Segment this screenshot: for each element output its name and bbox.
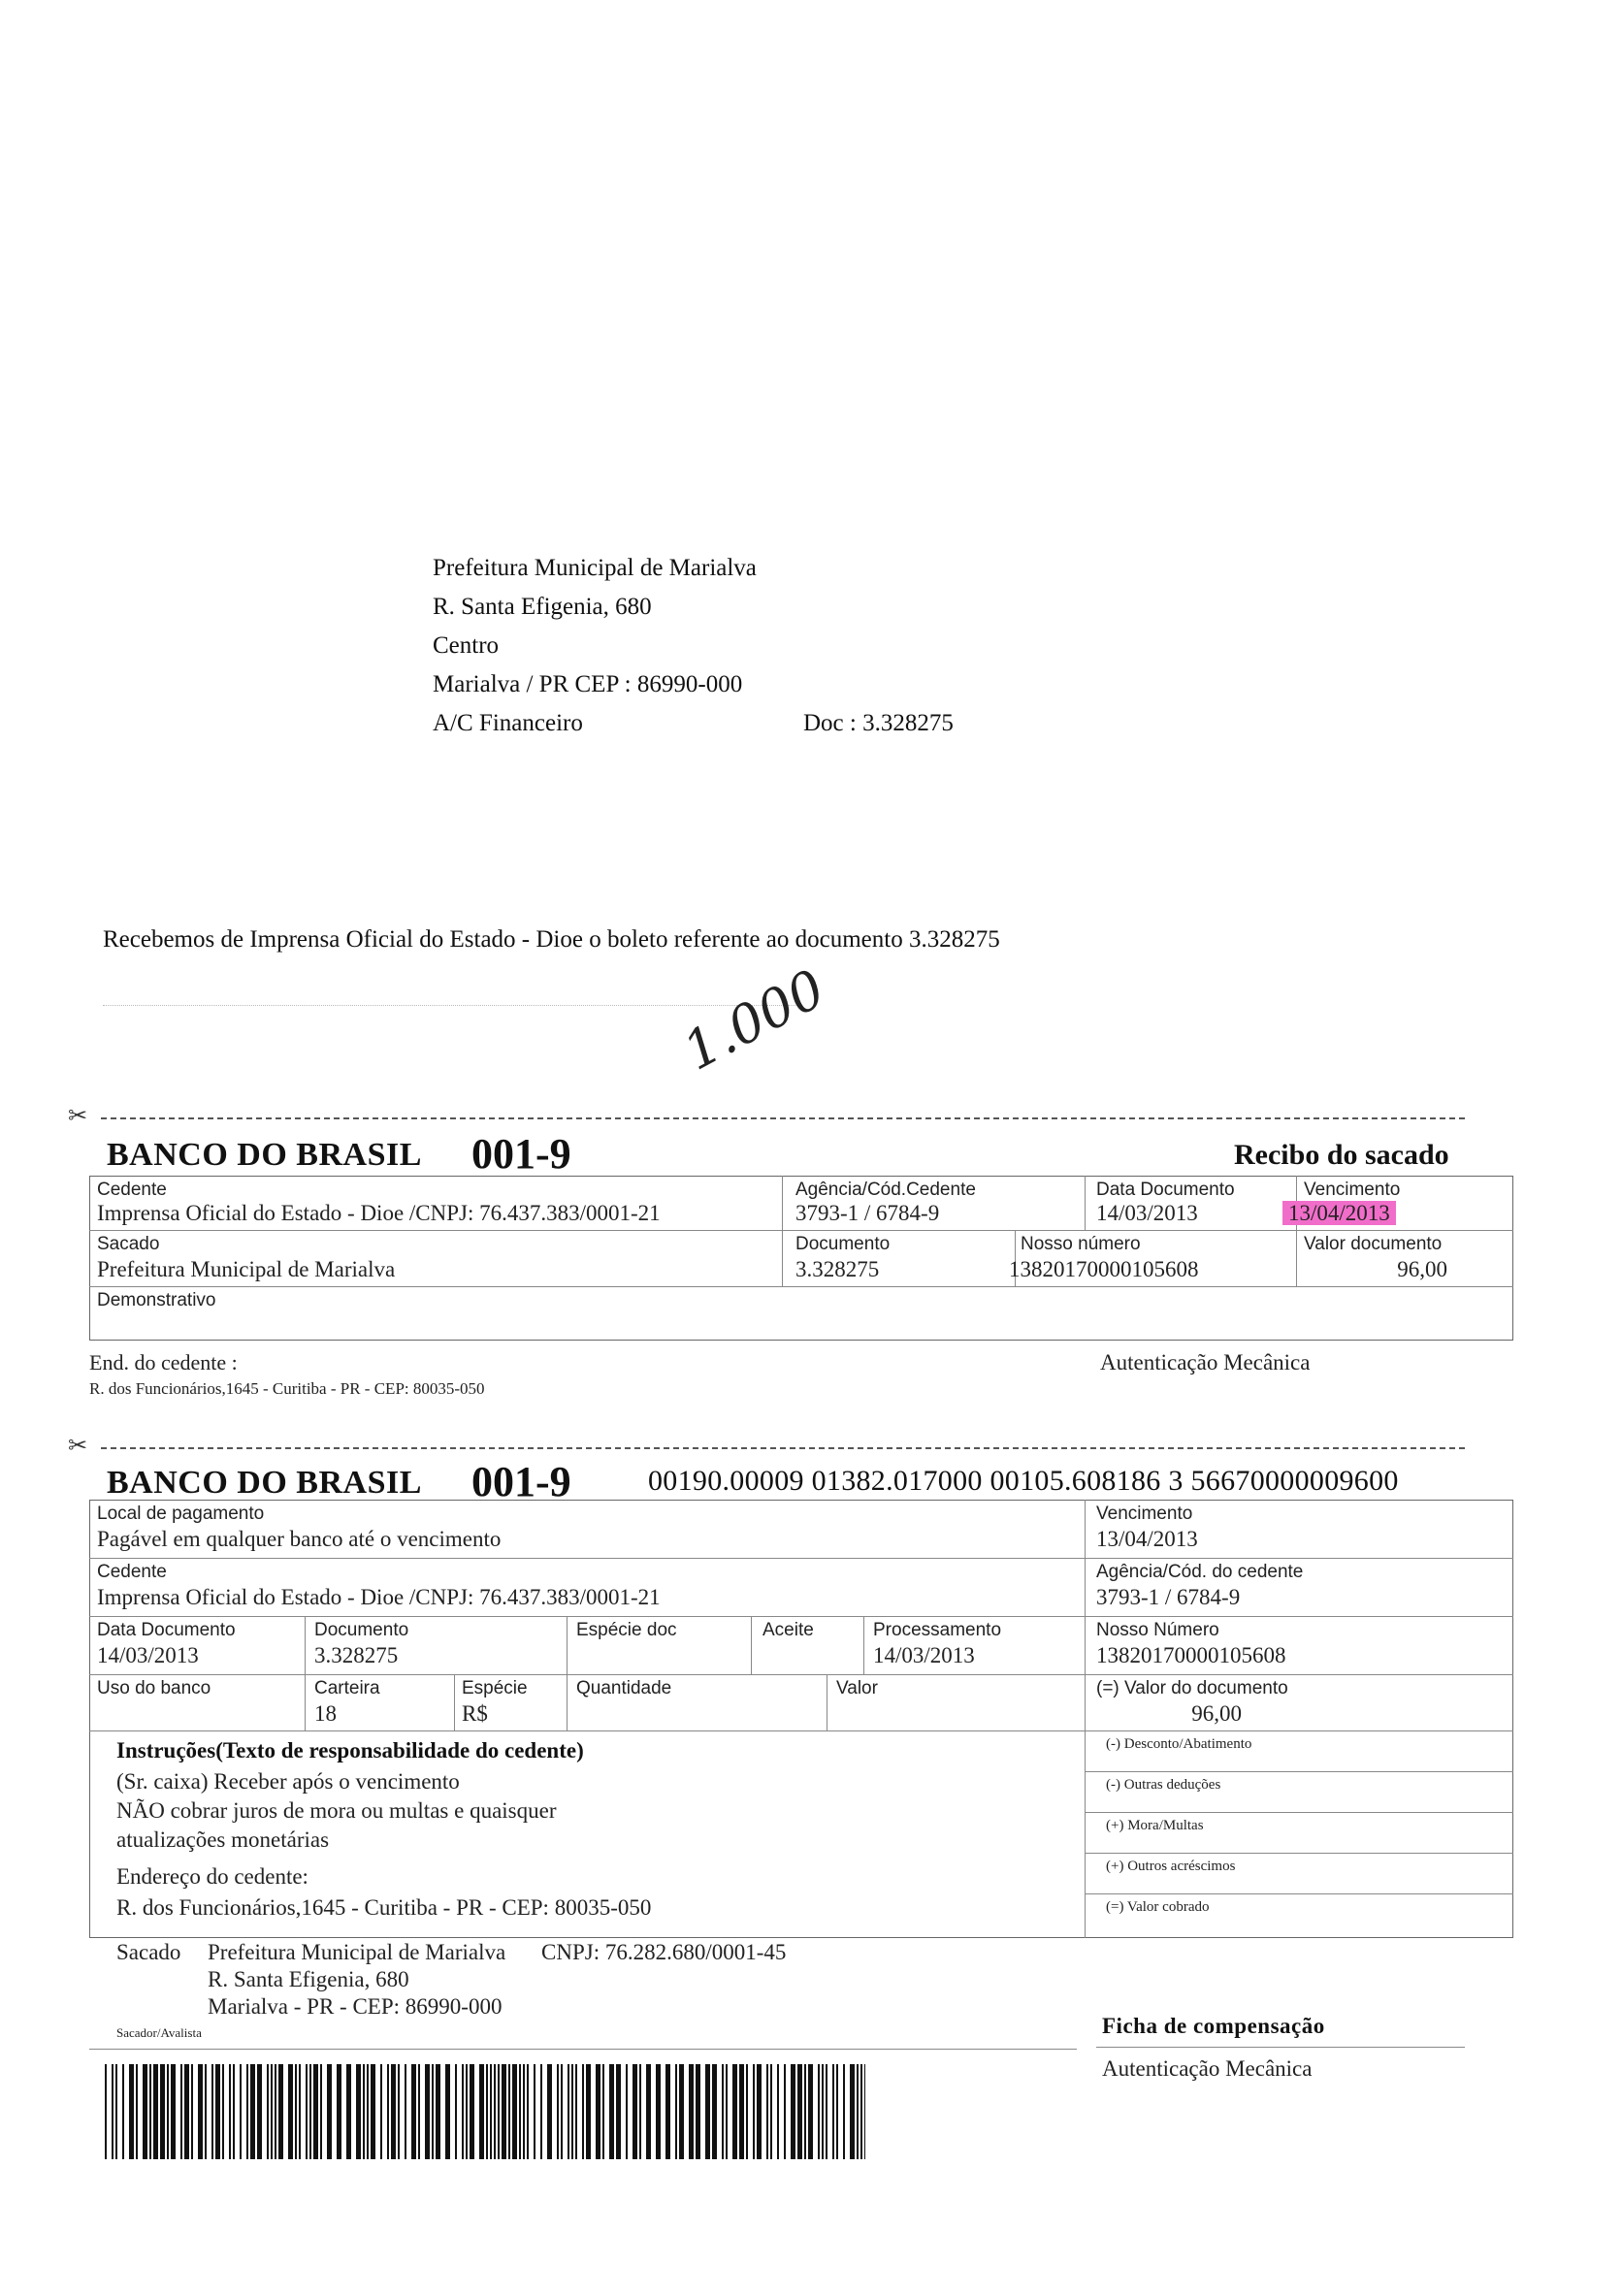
barcode-bar: [757, 2064, 762, 2159]
recibo-data-doc-value: 14/03/2013: [1096, 1201, 1198, 1225]
barcode-bar: [143, 2064, 147, 2159]
ficha-vline-d: [863, 1616, 864, 1674]
barcode-bar: [112, 2064, 114, 2159]
barcode-bar: [832, 2064, 834, 2159]
barcode-bar: [797, 2064, 802, 2159]
barcode-bar: [466, 2064, 468, 2159]
ficha-title-line: [1096, 2047, 1465, 2048]
cut-line-1: [101, 1117, 1465, 1119]
ficha-valor-cobrado-label: (=) Valor cobrado: [1106, 1899, 1210, 1915]
recipient-street: R. Santa Efigenia, 680: [433, 594, 652, 620]
barcode-bar: [512, 2064, 517, 2159]
ficha-row-line-2: [89, 1616, 1513, 1617]
recibo-documento-value: 3.328275: [795, 1257, 880, 1281]
scissors-icon: ✂: [68, 1432, 88, 1459]
ficha-agencia-label: Agência/Cód. do cedente: [1096, 1562, 1304, 1582]
barcode-bar: [205, 2064, 207, 2159]
barcode-bar: [149, 2064, 151, 2159]
barcode-bar: [445, 2064, 450, 2159]
recibo-vline-2: [1085, 1176, 1086, 1230]
barcode-bar: [222, 2064, 224, 2159]
recipient-district: Centro: [433, 632, 500, 659]
recibo-cedente-value: Imprensa Oficial do Estado - Dioe /CNPJ: 76.437.383/0001-21: [97, 1201, 661, 1225]
barcode-bar: [571, 2064, 573, 2159]
recibo-sacado-label: Sacado: [97, 1234, 160, 1254]
barcode-bar: [153, 2064, 158, 2159]
ficha-sacado-line: [89, 2049, 1077, 2050]
barcode-bar: [198, 2064, 203, 2159]
barcode-bar: [356, 2064, 361, 2159]
barcode-bar: [418, 2064, 420, 2159]
barcode-bar: [753, 2064, 755, 2159]
barcode-bar: [337, 2064, 341, 2159]
ficha-carteira-value: 18: [314, 1701, 337, 1726]
ficha-mora-label: (+) Mora/Multas: [1106, 1818, 1204, 1833]
ficha-vencimento-value: 13/04/2013: [1096, 1527, 1198, 1551]
barcode-bar: [547, 2064, 552, 2159]
ficha-sacado-name: Prefeitura Municipal de Marialva: [208, 1940, 506, 1964]
statement-underline: [103, 1005, 801, 1006]
ficha-side-line-4: [1085, 1893, 1513, 1894]
barcode-bar: [808, 2064, 813, 2159]
barcode-bar: [309, 2064, 311, 2159]
recibo-vencimento-label: Vencimento: [1304, 1180, 1401, 1200]
ficha-autenticacao: Autenticação Mecânica: [1102, 2056, 1313, 2081]
recibo-vline-1: [782, 1176, 783, 1286]
barcode-bar: [346, 2064, 351, 2159]
ficha-processamento-value: 14/03/2013: [873, 1643, 975, 1667]
barcode-bar: [732, 2064, 737, 2159]
ficha-row-line-4: [89, 1730, 1513, 1731]
ficha-outras-deducoes-label: (-) Outras deduções: [1106, 1777, 1221, 1793]
ficha-instrucao-3: atualizações monetárias: [116, 1827, 330, 1852]
ficha-side-line-2: [1085, 1812, 1513, 1813]
recibo-sacado-value: Prefeitura Municipal de Marialva: [97, 1257, 396, 1281]
barcode-bar: [122, 2064, 124, 2159]
ficha-valor-label: Valor: [836, 1678, 878, 1698]
barcode-bar: [534, 2064, 535, 2159]
barcode-bar: [211, 2064, 213, 2159]
barcode-bar: [746, 2064, 748, 2159]
barcode-bar: [596, 2064, 600, 2159]
recibo-nosso-value: 13820170000105608: [1009, 1257, 1199, 1281]
ficha-instrucao-1: (Sr. caixa) Receber após o vencimento: [116, 1769, 460, 1794]
barcode-bar: [288, 2064, 293, 2159]
recipient-name: Prefeitura Municipal de Marialva: [433, 555, 757, 581]
recibo-agencia-value: 3793-1 / 6784-9: [795, 1201, 940, 1225]
ficha-processamento-label: Processamento: [873, 1620, 1002, 1640]
barcode-bar: [405, 2064, 406, 2159]
barcode-bar: [320, 2064, 322, 2159]
barcode-bar: [271, 2064, 273, 2159]
ficha-vline-e: [454, 1674, 455, 1730]
barcode-bar: [689, 2064, 694, 2159]
ficha-vline-b: [567, 1616, 568, 1674]
barcode-bar: [160, 2064, 165, 2159]
recibo-end-cedente-label: End. do cedente :: [89, 1350, 238, 1374]
ficha-local-label: Local de pagamento: [97, 1504, 265, 1524]
ficha-instrucoes-title: Instruções(Texto de responsabilidade do cedente): [116, 1738, 584, 1762]
barcode-bar: [380, 2064, 382, 2159]
ficha-especie-doc-label: Espécie doc: [576, 1620, 677, 1640]
ficha-right-col-line: [1085, 1500, 1086, 1938]
ficha-uso-banco-label: Uso do banco: [97, 1678, 211, 1698]
barcode-bar: [425, 2064, 430, 2159]
ficha-nosso-value: 13820170000105608: [1096, 1643, 1286, 1667]
ficha-title: Ficha de compensação: [1102, 2014, 1325, 2038]
ficha-valor-doc-label: (=) Valor do documento: [1096, 1678, 1288, 1698]
barcode-bar: [105, 2064, 107, 2159]
barcode-bar: [327, 2064, 332, 2159]
barcode-bar: [860, 2064, 862, 2159]
barcode-bar: [267, 2064, 269, 2159]
ficha-local-value: Pagável em qualquer banco até o vencimento: [97, 1527, 502, 1551]
barcode-bar: [826, 2064, 827, 2159]
ficha-documento-label: Documento: [314, 1620, 409, 1640]
barcode-bar: [240, 2064, 242, 2159]
barcode-bar: [633, 2064, 637, 2159]
barcode-bar: [498, 2064, 500, 2159]
barcode-bar: [836, 2064, 838, 2159]
barcode-bar: [791, 2064, 795, 2159]
barcode-bar: [246, 2064, 248, 2159]
ficha-data-doc-label: Data Documento: [97, 1620, 236, 1640]
barcode-bar: [167, 2064, 169, 2159]
ficha-vline-f: [567, 1674, 568, 1730]
ficha-endereco-value: R. dos Funcionários,1645 - Curitiba - PR - CEP: 80035-050: [116, 1895, 652, 1920]
barcode-bar: [508, 2064, 510, 2159]
barcode-bar: [363, 2064, 365, 2159]
recibo-cedente-label: Cedente: [97, 1180, 167, 1200]
barcode-bar: [857, 2064, 859, 2159]
barcode-bar: [519, 2064, 521, 2159]
barcode-bar: [486, 2064, 488, 2159]
barcode-bar: [115, 2064, 117, 2159]
barcode-bar: [180, 2064, 182, 2159]
scissors-icon: ✂: [68, 1102, 88, 1129]
recibo-autenticacao: Autenticação Mecânica: [1100, 1350, 1311, 1374]
barcode-bar: [864, 2064, 865, 2159]
recibo-valor-label: Valor documento: [1304, 1234, 1443, 1254]
barcode-icon: [105, 2064, 865, 2159]
barcode-bar: [523, 2064, 525, 2159]
ficha-aceite-label: Aceite: [762, 1620, 814, 1640]
ficha-desconto-label: (-) Desconto/Abatimento: [1106, 1736, 1252, 1752]
ficha-agencia-value: 3793-1 / 6784-9: [1096, 1585, 1241, 1609]
barcode-bar: [398, 2064, 400, 2159]
barcode-bar: [586, 2064, 591, 2159]
barcode-bar: [136, 2064, 138, 2159]
barcode-bar: [568, 2064, 569, 2159]
barcode-bar: [171, 2064, 176, 2159]
recibo-vline-4: [1296, 1176, 1297, 1286]
ficha-instrucao-2: NÃO cobrar juros de mora ou multas e quaisquer: [116, 1798, 557, 1823]
barcode-bar: [804, 2064, 806, 2159]
barcode-bar: [784, 2064, 786, 2159]
ficha-row-line-3: [89, 1674, 1513, 1675]
barcode-bar: [557, 2064, 559, 2159]
barcode-bar: [470, 2064, 474, 2159]
recibo-row-line-2: [89, 1286, 1513, 1287]
barcode-bar: [275, 2064, 276, 2159]
ficha-carteira-label: Carteira: [314, 1678, 380, 1698]
ficha-documento-value: 3.328275: [314, 1643, 399, 1667]
recibo-title: Recibo do sacado: [1234, 1139, 1449, 1171]
barcode-bar: [191, 2064, 193, 2159]
recibo-bank-name: BANCO DO BRASIL: [107, 1137, 422, 1173]
barcode-bar: [371, 2064, 375, 2159]
handwritten-note: 1.000: [673, 957, 835, 1083]
barcode-bar: [705, 2064, 710, 2159]
barcode-bar: [712, 2064, 717, 2159]
barcode-bar: [665, 2064, 670, 2159]
ficha-vline-c: [751, 1616, 752, 1674]
ficha-cedente-label: Cedente: [97, 1562, 167, 1582]
ficha-bank-name: BANCO DO BRASIL: [107, 1465, 422, 1501]
barcode-bar: [770, 2064, 772, 2159]
recibo-documento-label: Documento: [795, 1234, 891, 1254]
barcode-bar: [639, 2064, 641, 2159]
barcode-bar: [582, 2064, 584, 2159]
barcode-bar: [540, 2064, 542, 2159]
ficha-nosso-label: Nosso Número: [1096, 1620, 1219, 1640]
barcode-bar: [818, 2064, 820, 2159]
ficha-endereco-label: Endereço do cedente:: [116, 1864, 308, 1889]
ficha-side-line-3: [1085, 1853, 1513, 1854]
barcode-bar: [766, 2064, 768, 2159]
barcode-bar: [609, 2064, 614, 2159]
recibo-vencimento-value: 13/04/2013: [1282, 1201, 1396, 1225]
recibo-valor-value: 96,00: [1397, 1257, 1447, 1281]
barcode-bar: [726, 2064, 728, 2159]
barcode-bar: [822, 2064, 824, 2159]
ficha-especie-value: R$: [462, 1701, 488, 1726]
ficha-outros-acrescimos-label: (+) Outros acréscimos: [1106, 1859, 1236, 1874]
doc-number: Doc : 3.328275: [803, 710, 954, 736]
ficha-sacado-street: R. Santa Efigenia, 680: [208, 1967, 409, 1991]
recipient-city-cep: Marialva / PR CEP : 86990-000: [433, 671, 743, 697]
barcode-bar: [306, 2064, 308, 2159]
barcode-bar: [411, 2064, 416, 2159]
barcode-bar: [313, 2064, 318, 2159]
recibo-bank-code: 001-9: [471, 1130, 571, 1178]
barcode-bar: [675, 2064, 677, 2159]
barcode-bar: [679, 2064, 684, 2159]
barcode-bar: [739, 2064, 744, 2159]
barcode-bar: [602, 2064, 604, 2159]
barcode-bar: [250, 2064, 255, 2159]
barcode-bar: [215, 2064, 220, 2159]
cut-line-2: [101, 1447, 1465, 1449]
barcode-bar: [387, 2064, 389, 2159]
barcode-bar: [777, 2064, 779, 2159]
ficha-sacado-label: Sacado: [116, 1940, 181, 1964]
barcode-bar: [502, 2064, 506, 2159]
ficha-bank-code: 001-9: [471, 1458, 571, 1505]
recibo-data-doc-label: Data Documento: [1096, 1180, 1235, 1200]
attention-line: A/C Financeiro: [433, 710, 583, 736]
recibo-nosso-label: Nosso número: [1021, 1234, 1141, 1254]
barcode-bar: [575, 2064, 577, 2159]
barcode-bar: [233, 2064, 235, 2159]
ficha-valor-doc-value: 96,00: [1191, 1701, 1242, 1726]
barcode-bar: [626, 2064, 628, 2159]
barcode-bar: [455, 2064, 457, 2159]
barcode-bar: [278, 2064, 283, 2159]
ficha-sacador-label: Sacador/Avalista: [116, 2025, 202, 2040]
barcode-bar: [367, 2064, 369, 2159]
recibo-row-line-1: [89, 1230, 1513, 1231]
barcode-bar: [616, 2064, 621, 2159]
ficha-linha-digitavel: 00190.00009 01382.017000 00105.608186 3 56670000009600: [648, 1465, 1399, 1497]
barcode-bar: [561, 2064, 563, 2159]
barcode-bar: [436, 2064, 440, 2159]
ficha-quantidade-label: Quantidade: [576, 1678, 672, 1698]
barcode-bar: [391, 2064, 396, 2159]
barcode-bar: [490, 2064, 492, 2159]
barcode-bar: [696, 2064, 700, 2159]
barcode-bar: [479, 2064, 484, 2159]
recibo-agencia-label: Agência/Cód.Cedente: [795, 1180, 976, 1200]
ficha-side-line-1: [1085, 1771, 1513, 1772]
barcode-bar: [299, 2064, 301, 2159]
ficha-vline-a: [305, 1616, 306, 1730]
barcode-bar: [527, 2064, 529, 2159]
ficha-sacado-city: Marialva - PR - CEP: 86990-000: [208, 1994, 503, 2019]
barcode-bar: [843, 2064, 845, 2159]
ficha-data-doc-value: 14/03/2013: [97, 1643, 199, 1667]
barcode-bar: [656, 2064, 661, 2159]
barcode-bar: [432, 2064, 434, 2159]
ficha-row-line-1: [89, 1558, 1513, 1559]
barcode-bar: [129, 2064, 134, 2159]
ficha-especie-label: Espécie: [462, 1678, 528, 1698]
receipt-statement: Recebemos de Imprensa Oficial do Estado - Dioe o boleto referente ao documento 3.328275: [103, 926, 1000, 953]
barcode-bar: [462, 2064, 464, 2159]
barcode-bar: [229, 2064, 231, 2159]
barcode-bar: [722, 2064, 724, 2159]
ficha-vencimento-label: Vencimento: [1096, 1504, 1193, 1524]
barcode-bar: [646, 2064, 651, 2159]
barcode-bar: [494, 2064, 496, 2159]
barcode-bar: [257, 2064, 262, 2159]
recibo-end-cedente-value: R. dos Funcionários,1645 - Curitiba - PR - CEP: 80035-050: [89, 1379, 485, 1398]
barcode-bar: [184, 2064, 189, 2159]
recibo-demonstrativo-label: Demonstrativo: [97, 1290, 216, 1310]
barcode-bar: [850, 2064, 855, 2159]
barcode-bar: [295, 2064, 297, 2159]
ficha-sacado-cnpj: CNPJ: 76.282.680/0001-45: [541, 1940, 787, 1964]
ficha-cedente-value: Imprensa Oficial do Estado - Dioe /CNPJ: 76.437.383/0001-21: [97, 1585, 661, 1609]
